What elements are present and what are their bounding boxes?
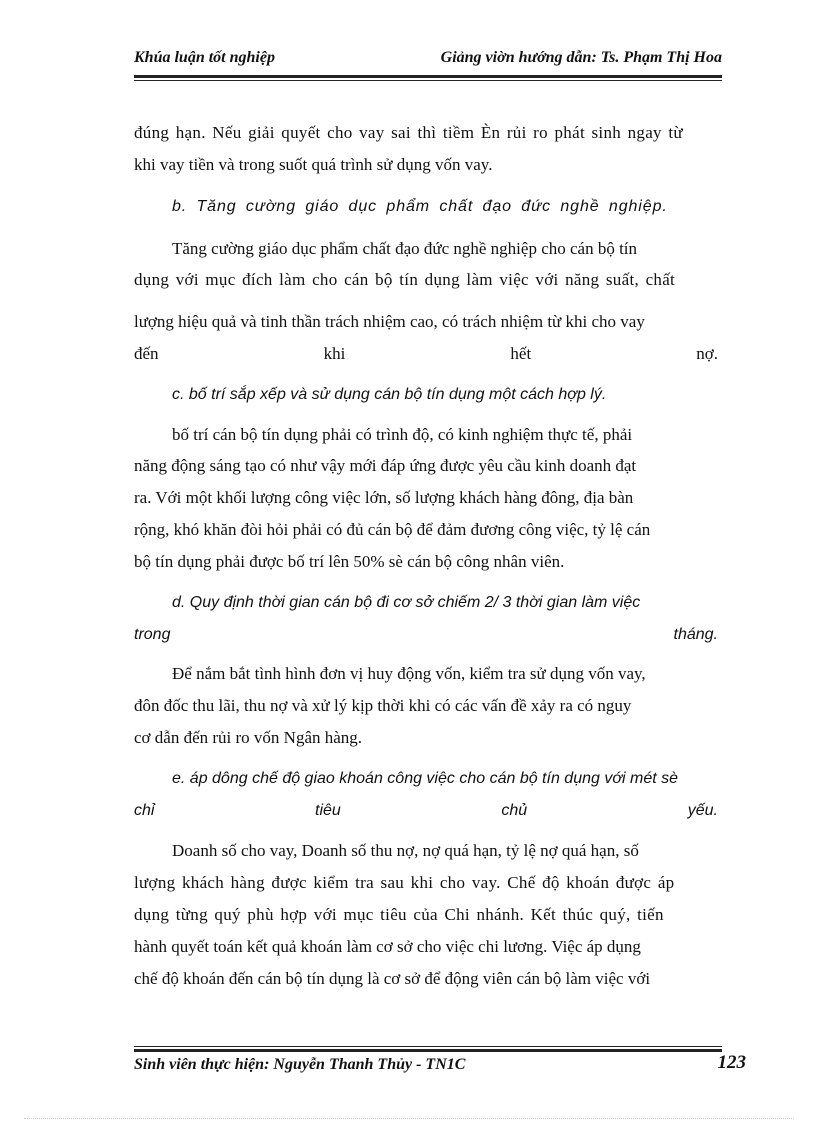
paragraph-line: đôn đốc thu lãi, thu nợ và xử lý kịp thời khi có các vấn đề xảy ra có nguy (134, 696, 632, 715)
advisor-name: Giảng viờn hướng dẫn: Ts. Phạm Thị Hoa (440, 49, 722, 66)
paragraph-line: năng động sáng tạo có như vậy mới đáp ứng được yêu cầu kinh doanh đạt (134, 456, 637, 475)
paragraph-line: dụng với mục đích làm cho cán bộ tín dụng làm việc với năng suất, chất (134, 270, 676, 289)
header-rule (134, 75, 722, 78)
section-heading-c: c. bố trí sắp xếp và sử dụng cán bộ tín dụng một cách hợp lý. (172, 386, 607, 403)
section-heading-d-cont: trong tháng. (134, 626, 718, 643)
footer-rule-thin (134, 1046, 722, 1047)
section-heading-e-cont: chỉ tiêu chủ yếu. (134, 802, 718, 819)
paragraph-line: bộ tín dụng phải được bố trí lên 50% sè cán bộ công nhân viên. (134, 552, 565, 571)
justified-line: đến khi hết nợ. (134, 344, 718, 363)
paragraph-line: Để nắm bắt tình hình đơn vị huy động vốn, kiểm tra sử dụng vốn vay, (172, 664, 646, 683)
section-heading-b: b. Tăng cường giáo dục phẩm chất đạo đức nghề nghiệp. (172, 198, 668, 215)
page-number: 123 (717, 1052, 746, 1073)
paragraph-line: chế độ khoán đến cán bộ tín dụng là cơ sở để động viên cán bộ làm việc với (134, 969, 651, 988)
paragraph-line: Tăng cường giáo dục phẩm chất đạo đức nghề nghiệp cho cán bộ tín (172, 239, 638, 258)
paragraph-line: hành quyết toán kết quả khoán làm cơ sở cho việc chi lương. Việc áp dụng (134, 937, 641, 956)
header-rule-thin (134, 80, 722, 81)
paragraph-line: Doanh số cho vay, Doanh số thu nợ, nợ quá hạn, tỷ lệ nợ quá hạn, số (172, 841, 639, 860)
paragraph-line: rộng, khó khăn đòi hỏi phải có đủ cán bộ để đảm đương công việc, tỷ lệ cán (134, 520, 651, 539)
thesis-title: Khúa luận tốt nghiệp (134, 49, 275, 66)
paragraph-line: cơ dẫn đến rủi ro vốn Ngân hàng. (134, 728, 363, 747)
paragraph-line: lượng hiệu quả và tinh thần trách nhiệm cao, có trách nhiệm từ khi cho vay (134, 312, 645, 331)
paragraph-line: dụng từng quý phù hợp với mục tiêu của Chi nhánh. Kết thúc quý, tiến (134, 905, 664, 924)
paragraph-line: bố trí cán bộ tín dụng phải có trình độ, có kinh nghiệm thực tế, phải (172, 425, 633, 444)
footer-rule (134, 1049, 722, 1052)
section-heading-d: d. Quy định thời gian cán bộ đi cơ sở chiếm 2/ 3 thời gian làm việc (172, 594, 641, 611)
paragraph-line: lượng khách hàng được kiểm tra sau khi cho vay. Chế độ khoán được áp (134, 873, 675, 892)
section-heading-e: e. áp dông chế độ giao khoán công việc cho cán bộ tín dụng với mét sè (172, 770, 679, 787)
paragraph-line: đúng hạn. Nếu giải quyết cho vay sai thì tiềm Èn rủi ro phát sinh ngay từ (134, 123, 683, 142)
paragraph-line: khi vay tiền và trong suốt quá trình sử dụng vốn vay. (134, 155, 493, 174)
paragraph-line: ra. Với một khối lượng công việc lớn, số lượng khách hàng đông, địa bàn (134, 488, 634, 507)
student-name: Sinh viên thực hiện: Nguyễn Thanh Thủy - TN1C (134, 1056, 466, 1073)
page-bottom-border (24, 1118, 794, 1119)
page-header (134, 47, 722, 75)
